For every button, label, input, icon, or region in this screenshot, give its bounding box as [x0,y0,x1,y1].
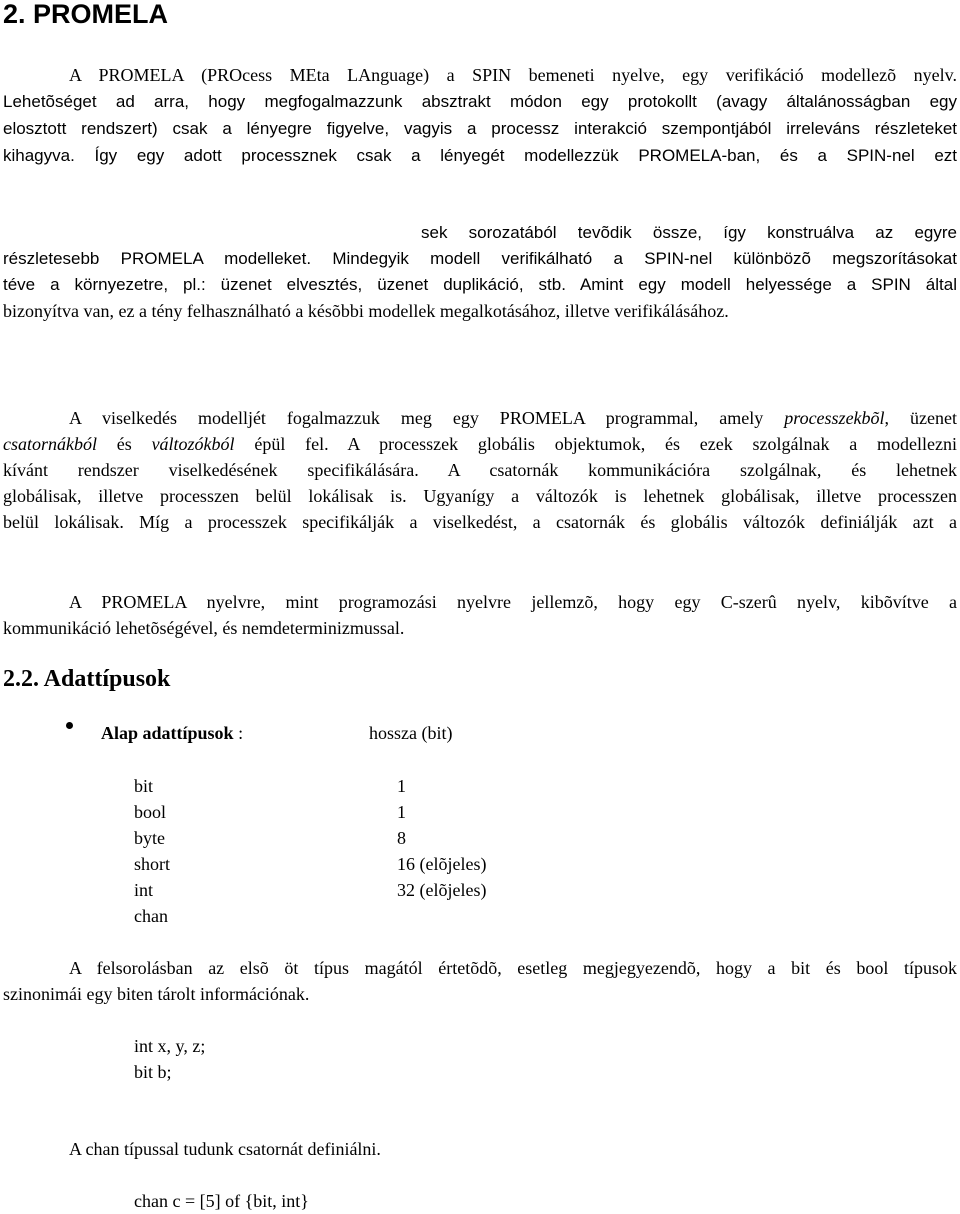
p3-emphasis-channels: csatornákból [3,434,97,454]
p3-text: A viselkedés modelljét fogalmazzuk meg egy PROMELA programmal, amely [69,408,785,428]
paragraph-1-line-4: kihagyva. Így egy adott processznek csak a lényegét modellezzük PROMELA-ban, és a SPIN-nel ezt [3,146,957,165]
type-size: 1 [397,802,406,822]
paragraph-3-line-1 [3,405,957,431]
section-heading-data-types: 2.2. Adattípusok [3,666,171,692]
type-size: 1 [397,776,406,796]
paragraph-3-line-5: belül lokálisak. Míg a processzek specifikálják a viselkedést, a csatornák és globális változók definiálják azt a [3,512,957,532]
type-name: chan [134,906,168,926]
code-line: int x, y, z; [134,1036,206,1056]
p3-text: és [97,434,152,454]
paragraph-2-line-1: sek sorozatából tevõdik össze, így konstruálva az egyre [421,223,957,242]
type-size: 16 (elõjeles) [397,854,487,874]
paragraph-2-line-2: részletesebb PROMELA modelleket. Mindegyik modell verifikálható a SPIN-nel különbözõ megszorításokat [3,249,957,268]
page-heading: 2. PROMELA [3,0,169,29]
paragraph-3-line-2 [3,431,957,457]
type-size: 8 [397,828,406,848]
paragraph-2-line-3: téve a környezetre, pl.: üzenet elvesztés, üzenet duplikáció, stb. Amint egy modell helyessége a SPIN által [3,275,957,294]
paragraph-3-line-3: kívánt rendszer viselkedésének specifikálására. A csatornák kommunikációra szolgálnak, és lehetnek [3,460,957,480]
paragraph-1-line-2: Lehetõséget ad arra, hogy megfogalmazzunk absztrakt módon egy protokollt (avagy általánosságban egy [3,92,957,111]
paragraph-4-line-2: kommunikáció lehetõségével, és nemdeterminizmussal. [3,618,405,638]
bullet-icon [66,722,73,729]
type-name: byte [134,828,165,848]
paragraph-5-line-2: szinonimái egy biten tárolt információnak. [3,984,310,1004]
paragraph-6: A chan típussal tudunk csatornát definiálni. [69,1139,381,1159]
code-line-chan: chan c = [5] of {bit, int} [134,1191,309,1211]
paragraph-2-line-4: bizonyítva van, ez a tény felhasználható a késõbbi modellek megalkotásához, illetve verifikálásához. [3,301,729,321]
p3-text: épül fel. A processzek globális objektumok, és ezek szolgálnak a modellezni [234,434,957,454]
p3-emphasis-processes: processzekbõl [784,408,885,428]
type-size: 32 (elõjeles) [397,880,487,900]
paragraph-1-line-1: A PROMELA (PROcess MEta LAnguage) a SPIN bemeneti nyelve, egy verifikáció modellezõ nyelv. [69,65,957,85]
basic-types-label [101,720,243,746]
basic-types-title: Alap adattípusok [101,723,234,743]
type-name: short [134,854,170,874]
paragraph-1-line-3: elosztott rendszert) csak a lényegre figyelve, vagyis a processz interakció szempontjából irreleváns részleteket [3,119,957,138]
basic-types-separator: : [233,723,244,743]
type-name: bit [134,776,154,796]
paragraph-4-line-1: A PROMELA nyelvre, mint programozási nyelvre jellemzõ, hogy egy C-szerû nyelv, kibõvítve a [69,592,957,612]
code-line: bit b; [134,1062,172,1082]
p3-text: , üzenet [884,408,957,428]
size-column-header: hossza (bit) [369,723,453,743]
paragraph-3-line-4: globálisak, illetve processzen belül lokálisak is. Ugyanígy a változók is lehetnek globálisak, illetve processzen [3,486,957,506]
type-name: int [134,880,154,900]
paragraph-5-line-1: A felsorolásban az elsõ öt típus magától értetõdõ, esetleg megjegyezendõ, hogy a bit és bool típusok [69,958,957,978]
type-name: bool [134,802,167,822]
p3-emphasis-variables: változókból [151,434,235,454]
